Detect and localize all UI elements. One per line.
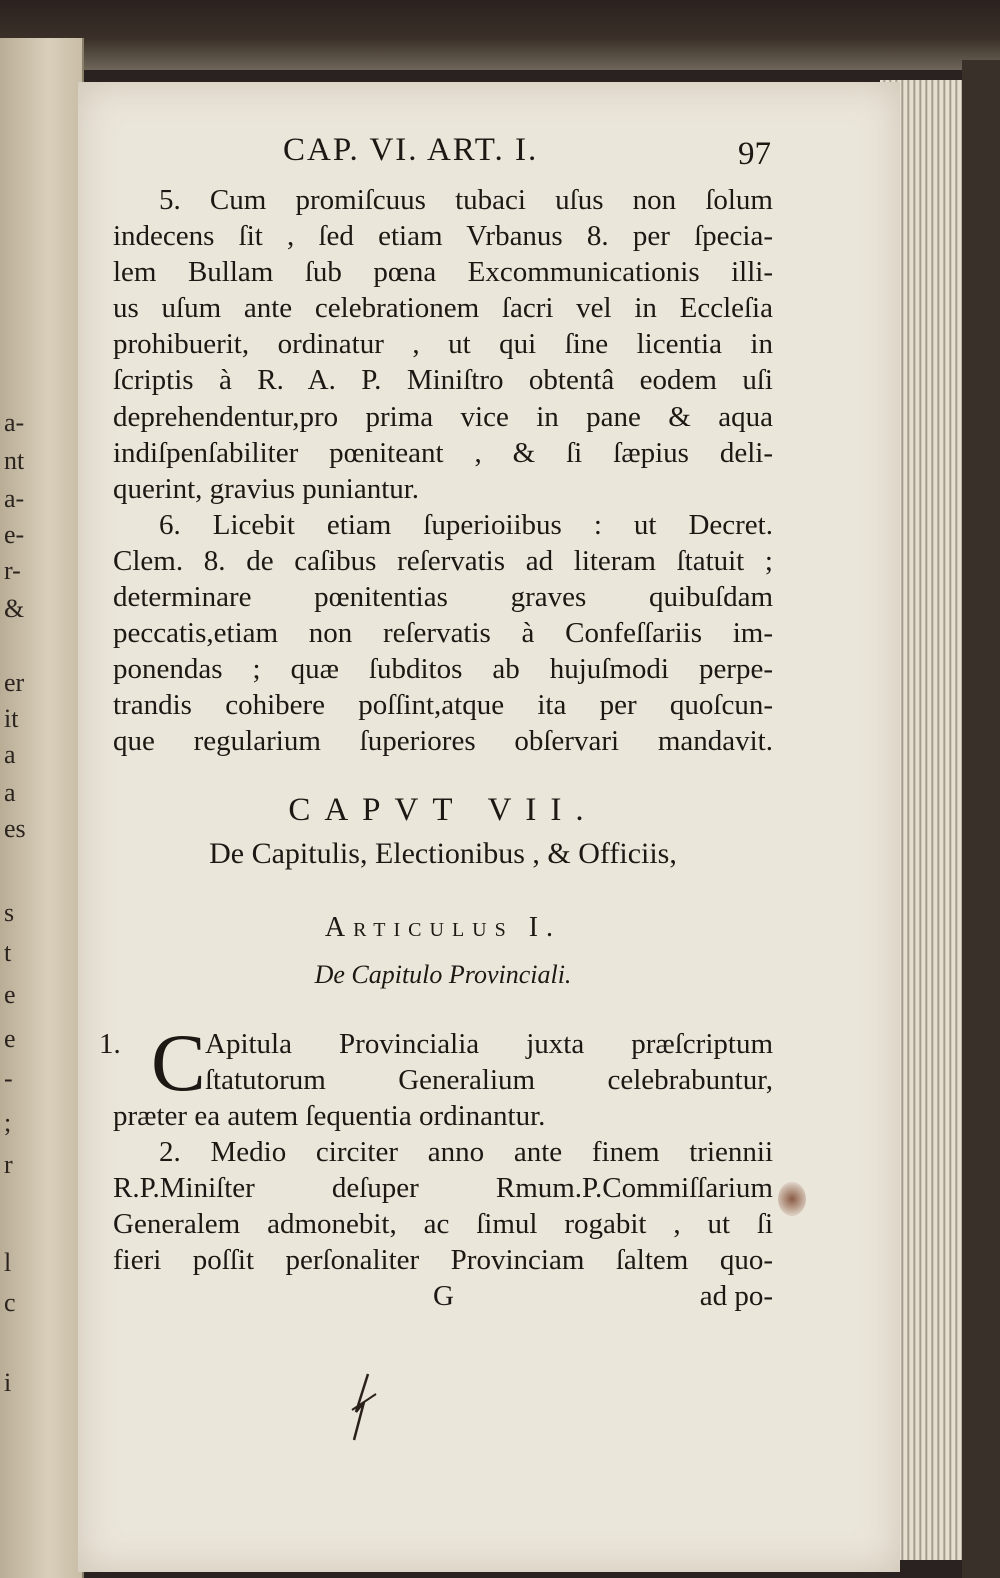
chapter-title: CAPVT VII.: [288, 791, 598, 828]
text-line: determinare pœnitentias graves quibuſdam: [113, 581, 773, 614]
fragment: e: [4, 980, 16, 1009]
text-line: Apitula Provincialia juxta præſcriptum: [205, 1027, 773, 1060]
background-top: [0, 0, 1000, 70]
fragment: s: [4, 898, 15, 927]
fragment: es: [4, 814, 26, 843]
left-page-edge: [0, 38, 84, 1578]
fragment: i: [4, 1368, 12, 1397]
drop-capital: C: [151, 1016, 206, 1108]
text-line: indecens ſit , ſed etiam Vrbanus 8. per ſpecia-: [113, 220, 773, 253]
fragment: e-: [4, 520, 25, 549]
fragment: r: [4, 1150, 13, 1179]
item-number: 1.: [99, 1027, 121, 1060]
page-body: [99, 182, 773, 1318]
fragment: &: [4, 594, 25, 623]
book-page: [78, 82, 900, 1572]
fragment: e: [4, 1024, 16, 1053]
fragment: c: [4, 1288, 16, 1317]
item-2: [113, 1134, 773, 1278]
text-line: fieri poſſit perſonaliter Provinciam ſaltem quo-: [113, 1244, 773, 1277]
text-line: querint, gravius puniantur.: [113, 472, 420, 505]
paragraph-6: [113, 507, 773, 760]
fragment: a-: [4, 408, 25, 437]
text-line: 5. Cum promiſcuus tubaci uſus non ſolum: [159, 184, 773, 216]
running-title: CAP. VI. ART. I.: [283, 132, 539, 168]
chapter-subtitle: De Capitulis, Electionibus , & Officiis,: [209, 836, 677, 870]
text-line: peccatis,etiam non reſervatis à Confeſſariis im-: [113, 617, 773, 650]
text-line: ſcriptis à R. A. P. Miniſtro obtentâ eodem uſi: [113, 364, 773, 397]
text-line: ſtatutorum Generalium celebrabuntur,: [205, 1063, 773, 1096]
fragment: l: [4, 1248, 12, 1277]
text-line: trandis cohibere poſſint,atque ita per quoſcun-: [113, 689, 773, 722]
fragment: it: [4, 704, 19, 733]
text-line: lem Bullam ſub pœna Excommunicationis illi-: [113, 256, 773, 289]
article-title: Articulus I.: [324, 911, 562, 943]
fragment: a-: [4, 484, 25, 513]
text-line: Clem. 8. de caſibus reſervatis ad literam ſtatuit ;: [113, 544, 773, 577]
fragment: t: [4, 938, 12, 967]
fragment: ;: [4, 1108, 12, 1137]
page-number: 97: [738, 136, 771, 172]
text-line: præter ea autem ſequentia ordinantur.: [113, 1099, 546, 1132]
text-line: 2. Medio circiter anno ante finem triennii: [159, 1135, 773, 1168]
signature-mark: G: [433, 1280, 454, 1313]
text-line: Generalem admonebit, ac ſimul rogabit , ut ſi: [113, 1207, 773, 1240]
text-line: R.P.Miniſter deſuper Rmum.P.Commiſſarium: [113, 1171, 773, 1204]
text-line: prohibuerit, ordinatur , ut qui ſine licentia in: [113, 328, 773, 361]
text-line: us uſum ante celebrationem ſacri vel in Eccleſia: [113, 292, 773, 325]
paragraph-5: [113, 182, 773, 507]
item-1: [99, 1016, 773, 1134]
text-line: deprehendentur,pro prima vice in pane & aqua: [113, 400, 773, 433]
fragment: r-: [4, 556, 21, 585]
catchword: ad po-: [699, 1280, 773, 1313]
handwritten-ink-mark: [346, 1372, 386, 1442]
paper-stain: [778, 1182, 806, 1216]
page-foot: [113, 1278, 773, 1318]
fragment: a: [4, 778, 16, 807]
text-line: ponendas ; quæ ſubditos ab hujuſmodi perpe-: [113, 653, 773, 686]
fragment: nt: [4, 446, 25, 475]
text-line: indiſpenſabiliter pœniteant , & ſi ſæpius deli-: [113, 436, 773, 469]
text-line: 6. Licebit etiam ſuperioiibus : ut Decret.: [159, 508, 773, 541]
fragment: a: [4, 740, 16, 769]
fragment: er: [4, 668, 25, 697]
text-line: que regularium ſuperiores obſervari mandavit.: [113, 725, 773, 758]
running-head: [78, 132, 900, 172]
article-subtitle: De Capitulo Provinciali.: [314, 959, 572, 989]
fragment: -: [4, 1064, 13, 1093]
book-cover-edge: [962, 60, 1000, 1578]
